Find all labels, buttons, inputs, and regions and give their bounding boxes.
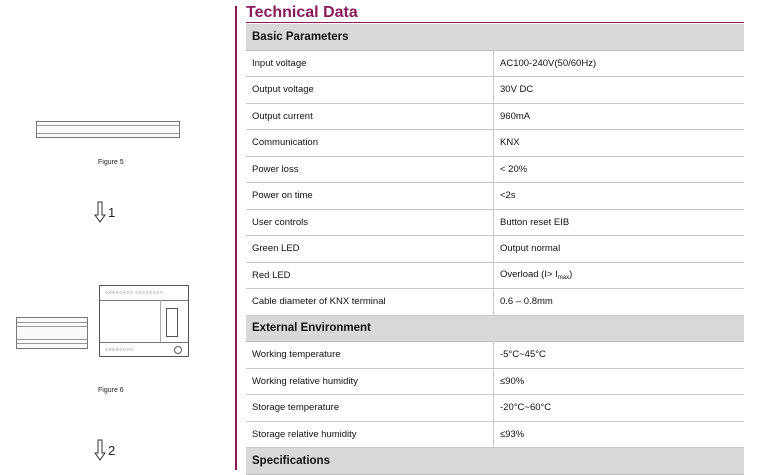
value-cell: Output normal bbox=[494, 236, 745, 263]
step1-number: 1 bbox=[108, 204, 116, 220]
value-cell: 30V DC bbox=[494, 77, 745, 104]
value-cell: Button reset EIB bbox=[494, 209, 745, 236]
table-row bbox=[246, 103, 744, 130]
figure6-caption: Figure 6 bbox=[98, 387, 124, 394]
device-window bbox=[166, 308, 178, 337]
din-rail-figure5 bbox=[36, 121, 180, 138]
step2-arrow bbox=[94, 439, 115, 461]
param-cell: Storage relative humidity bbox=[246, 421, 494, 448]
value-subscript: max bbox=[557, 275, 570, 282]
param-cell: Output voltage bbox=[246, 77, 494, 104]
table-row bbox=[246, 209, 744, 236]
page-title: Technical Data bbox=[246, 4, 358, 21]
technical-data-table bbox=[246, 24, 744, 475]
table-row bbox=[246, 183, 744, 210]
param-cell: Working temperature bbox=[246, 342, 494, 369]
value-cell bbox=[494, 262, 745, 289]
table-row bbox=[246, 368, 744, 395]
value-cell: ≤93% bbox=[494, 421, 745, 448]
value-cell: -5°C~45°C bbox=[494, 342, 745, 369]
value-cell: 0.6 – 0.8mm bbox=[494, 289, 745, 316]
table-row bbox=[246, 421, 744, 448]
section-header-row bbox=[246, 24, 744, 50]
param-cell: Red LED bbox=[246, 262, 494, 289]
din-rail-figure6 bbox=[16, 317, 88, 349]
table-row bbox=[246, 262, 744, 289]
param-cell: Communication bbox=[246, 130, 494, 157]
param-cell: Green LED bbox=[246, 236, 494, 263]
section-header-row bbox=[246, 315, 744, 342]
table-row bbox=[246, 156, 744, 183]
top-terminals: ○○○○○○○○ ○○○○○○○○ bbox=[105, 290, 164, 296]
down-arrow-icon bbox=[94, 439, 106, 461]
column-divider bbox=[235, 6, 237, 470]
param-cell: Input voltage bbox=[246, 50, 494, 77]
table-row bbox=[246, 130, 744, 157]
bottom-terminals: ○○○○○○○○ bbox=[105, 347, 134, 353]
table-row bbox=[246, 236, 744, 263]
table-row bbox=[246, 395, 744, 422]
param-cell: Output current bbox=[246, 103, 494, 130]
value-cell: < 20% bbox=[494, 156, 745, 183]
table-row bbox=[246, 77, 744, 104]
param-cell: Power on time bbox=[246, 183, 494, 210]
param-cell: Working relative humidity bbox=[246, 368, 494, 395]
power-supply-device bbox=[99, 285, 189, 357]
section-header: Basic Parameters bbox=[246, 24, 744, 50]
section-header-row bbox=[246, 448, 744, 475]
title-underline bbox=[246, 22, 744, 23]
table-row bbox=[246, 50, 744, 77]
value-text: Overload (I> I bbox=[500, 269, 558, 281]
param-cell: Storage temperature bbox=[246, 395, 494, 422]
step1-arrow bbox=[94, 201, 115, 223]
down-arrow-icon bbox=[94, 201, 106, 223]
section-header: Specifications bbox=[246, 448, 744, 475]
step2-number: 2 bbox=[108, 442, 116, 458]
value-cell: -20°C~60°C bbox=[494, 395, 745, 422]
installation-figures bbox=[0, 0, 235, 470]
value-cell: <2s bbox=[494, 183, 745, 210]
value-cell: KNX bbox=[494, 130, 745, 157]
section-header: External Environment bbox=[246, 315, 744, 342]
value-cell: ≤90% bbox=[494, 368, 745, 395]
table-row bbox=[246, 342, 744, 369]
param-cell: Cable diameter of KNX terminal bbox=[246, 289, 494, 316]
value-cell: 960mA bbox=[494, 103, 745, 130]
figure5-caption: Figure 5 bbox=[98, 159, 124, 166]
param-cell: Power loss bbox=[246, 156, 494, 183]
param-cell: User controls bbox=[246, 209, 494, 236]
table-row bbox=[246, 289, 744, 316]
value-cell: AC100-240V(50/60Hz) bbox=[494, 50, 745, 77]
value-tail: ) bbox=[569, 269, 573, 281]
reset-button-icon bbox=[174, 346, 182, 354]
